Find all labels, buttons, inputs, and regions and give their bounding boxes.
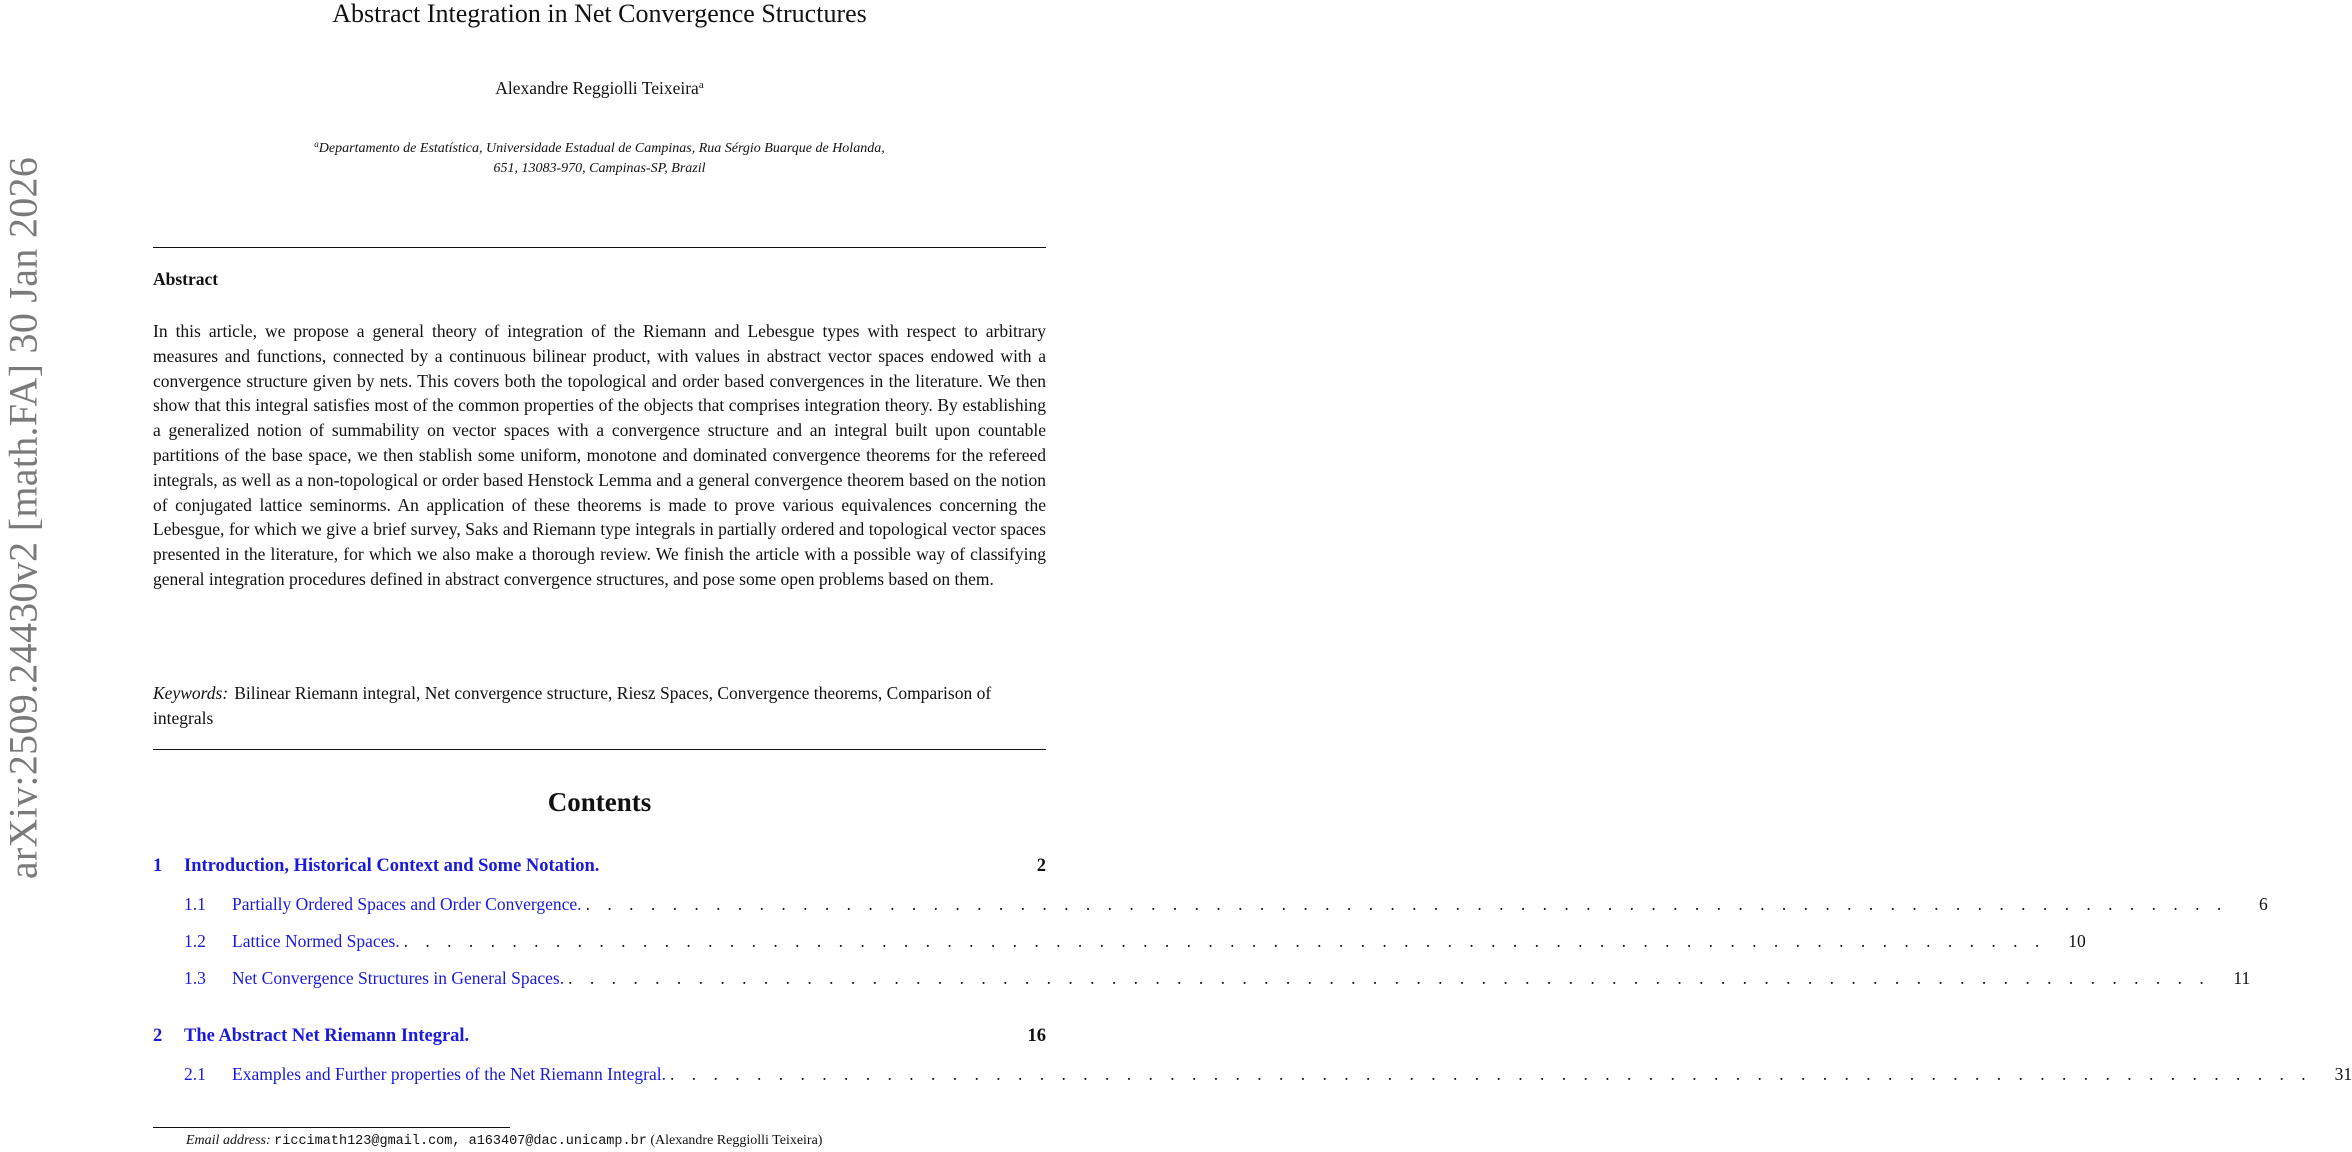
abstract-heading: Abstract <box>153 269 219 289</box>
toc-subsection-number[interactable]: 1.1 <box>184 894 206 914</box>
arxiv-identifier-stamp <box>0 18 46 1018</box>
toc-subsection-number[interactable]: 1.3 <box>184 968 206 988</box>
abstract-bottom-rule <box>153 749 1046 750</box>
keywords <box>153 681 1046 731</box>
footnote-rule <box>153 1127 510 1128</box>
arxiv-identifier-text: arXiv:2509.24430v2 [math.FA] 30 Jan 2026 <box>0 156 46 880</box>
toc-leader-dots: . . . . . . . . . . . . . . . . . . . . . . . . . . . . . . . . . . . . . . . . . . . . . . . . . . . . . . . . . . . . . . . . . . . . . . . . . . . . <box>403 931 2046 951</box>
paper-title: Abstract Integration in Net Convergence Structures <box>332 0 867 28</box>
toc-subsection-2-1[interactable] <box>184 1062 2352 1086</box>
toc-subsection-number[interactable]: 2.1 <box>184 1064 206 1084</box>
author-name: Alexandre Reggiolli Teixeira <box>495 78 699 98</box>
abstract-text: In this article, we propose a general theory of integration of the Riemann and Lebesgue types with respect to arbitrary measures and functions, connected by a continuous bilinear product, with values in abstract vector spaces endowed with a convergence structure given by nets. This covers both the topological and order based convergences in the literature. We then show that this integral satisfies most of the common properties of the objects that comprises integration theory. By establishing a generalized notion of summability on vector spaces with a convergence structure and an integral built upon countable partitions of the base space, we then stablish some uniform, monotone and dominated convergence theorems for the refereed integrals, as well as a non-topological or order based Henstock Lemma and a general convergence theorem based on the notion of conjugated lattice seminorms. An application of these theorems is made to prove various equivalences concerning the Lebesgue, for which we give a brief survey, Saks and Riemann type integrals in partially ordered and topological vector spaces presented in the literature, for which we also make a thorough review. We finish the article with a possible way of classifying general integration procedures defined in abstract convergence structures, and pose some open problems based on them. <box>153 321 1046 589</box>
toc-subsection-1-2[interactable] <box>184 929 2086 953</box>
toc-section-title[interactable]: Introduction, Historical Context and Some Notation. <box>184 856 600 876</box>
affiliation <box>153 134 1046 179</box>
author-affiliation-mark: a <box>698 79 704 91</box>
toc-subsection-number[interactable]: 1.2 <box>184 931 206 951</box>
footnote-email-addresses[interactable]: riccimath123@gmail.com, a163407@dac.unicamp.br <box>274 1134 647 1149</box>
affiliation-line-1: $^a$Departamento de Estatística, Universidade Estadual de Campinas, Rua Sérgio Buarque de Holanda, <box>314 139 885 156</box>
author-line <box>153 78 1046 99</box>
keywords-text: Bilinear Riemann integral, Net convergence structure, Riesz Spaces, Convergence theorems, Comparison of integrals <box>153 683 992 728</box>
toc-section-number[interactable]: 2 <box>153 1026 163 1046</box>
toc-subsection-title[interactable]: Net Convergence Structures in General Spaces. <box>232 968 565 988</box>
affiliation-mark: a <box>314 139 319 149</box>
toc-subsection-title[interactable]: Lattice Normed Spaces. <box>232 931 400 951</box>
toc-leader-dots: . . . . . . . . . . . . . . . . . . . . . . . . . . . . . . . . . . . . . . . . . . . . . . . . . . . . . . . . . . . . . . . . . . . . . . . . . . . . <box>669 1064 2313 1084</box>
affiliation-line-2: 651, 13083-970, Campinas-SP, Brazil <box>493 161 706 176</box>
toc-leader-dots: . . . . . . . . . . . . . . . . . . . . . . . . . . . . . . . . . . . . . . . . . . . . . . . . . . . . . . . . . . . . . . . . . . . . . . . . . . . . <box>585 894 2228 914</box>
toc-leader-dots: . . . . . . . . . . . . . . . . . . . . . . . . . . . . . . . . . . . . . . . . . . . . . . . . . . . . . . . . . . . . . . . . . . . . . . . . . . . . <box>568 968 2211 988</box>
toc-subsection-title[interactable]: Partially Ordered Spaces and Order Convergence. <box>232 894 582 914</box>
keywords-label: Keywords: <box>153 683 229 703</box>
abstract-top-rule <box>153 247 1046 248</box>
toc-subsection-title[interactable]: Examples and Further properties of the Net Riemann Integral. <box>232 1064 666 1084</box>
toc-section-number[interactable]: 1 <box>153 856 163 876</box>
toc-section-page: 16 <box>1027 1026 1046 1046</box>
toc-subsection-page: 6 <box>2258 894 2268 914</box>
toc-subsection-1-1[interactable] <box>184 892 2268 916</box>
contents-heading: Contents <box>547 787 652 817</box>
toc-subsection-page: 11 <box>2233 968 2251 988</box>
toc-section-page: 2 <box>1036 856 1046 876</box>
footnote <box>186 1132 822 1151</box>
footnote-person: (Alexandre Reggiolli Teixeira) <box>650 1133 823 1148</box>
toc-subsection-page: 10 <box>2068 931 2086 951</box>
toc-section-2[interactable] <box>153 1024 1046 1048</box>
toc-subsection-1-3[interactable] <box>184 966 2251 990</box>
toc-subsection-page: 31 <box>2334 1064 2352 1084</box>
footnote-email-label: Email address: <box>186 1133 271 1148</box>
toc-section-1[interactable] <box>153 854 1046 878</box>
toc-section-title[interactable]: The Abstract Net Riemann Integral. <box>184 1026 470 1046</box>
